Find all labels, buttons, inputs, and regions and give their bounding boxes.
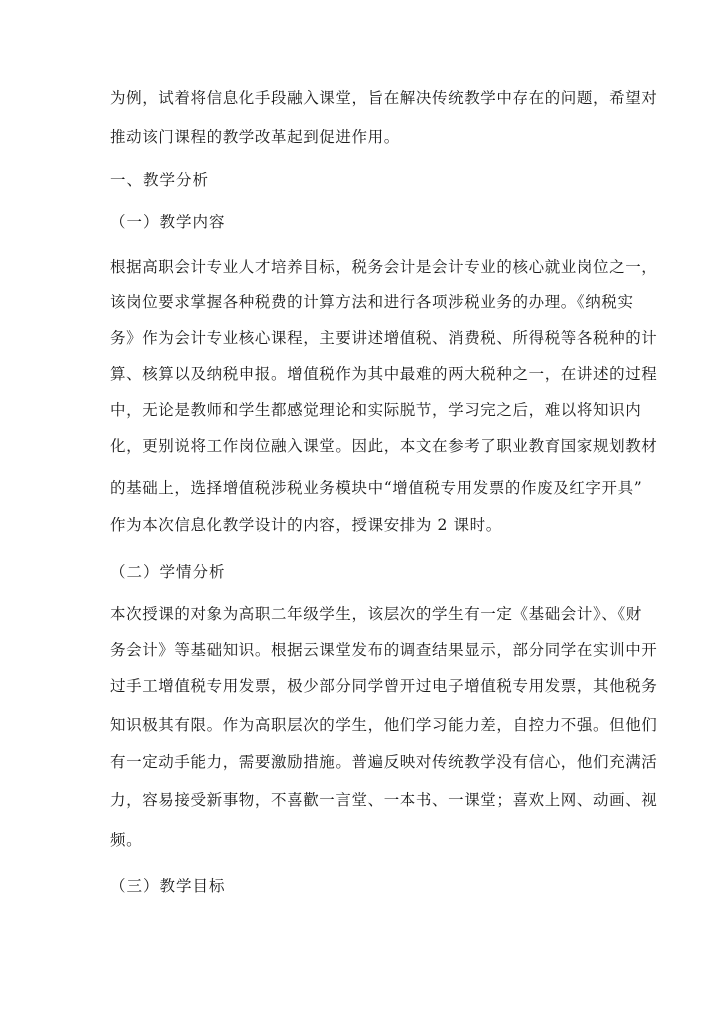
- paragraph-line: 过手工增值税专用发票，极少部分同学曾开过电子增值税专用发票，其他税务: [110, 677, 658, 695]
- paragraph-line: 频。: [110, 831, 143, 849]
- paragraph-line: 的基础上，选择增值税涉税业务模块中“增值税专用发票的作废及红字开具”: [110, 479, 643, 497]
- intro-line-1: 为例，试着将信息化手段融入课堂，旨在解决传统教学中存在的问题，希望对: [110, 89, 658, 107]
- paragraph-line: 中，无论是教师和学生都感觉理论和实际脱节，学习完之后，难以将知识内: [110, 401, 642, 419]
- section-title: 一、教学分析: [110, 171, 210, 189]
- paragraph-line: 作为本次信息化教学设计的内容，授课安排为 2 课时。: [110, 516, 502, 534]
- paragraph-line: 算、核算以及纳税申报。增值税作为其中最难的两大税种之一，在讲述的过程: [110, 365, 658, 383]
- subsection-title-objectives: （三）教学目标: [110, 877, 226, 895]
- paragraph-line: 化，更别说将工作岗位融入课堂。因此，本文在参考了职业教育国家规划教材: [110, 437, 658, 455]
- paragraph-line: 力，容易接受新事物，不喜歡一言堂、一本书、一课堂；喜欢上网、动画、视: [110, 791, 658, 809]
- subsection-title-content: （一）教学内容: [110, 213, 226, 231]
- paragraph-line: 本次授课的对象为高职二年级学生，该层次的学生有一定《基础会计》、《财: [110, 605, 642, 623]
- paragraph-line: 务》作为会计专业核心课程，主要讲述增值税、消费税、所得税等各税种的计: [110, 329, 658, 347]
- paragraph-line: 该岗位要求掌握各种税费的计算方法和进行各项涉税业务的办理。《纳税实: [110, 293, 634, 311]
- paragraph-line: 有一定动手能力，需要激励措施。普遍反映对传统教学没有信心，他们充满活: [110, 753, 658, 771]
- paragraph-line: 知识极其有限。作为高职层次的学生，他们学习能力差，自控力不强。但他们: [110, 716, 658, 734]
- paragraph-line: 根据高职会计专业人才培养目标，税务会计是会计专业的核心就业岗位之一，: [110, 258, 658, 276]
- subsection-title-students: （二）学情分析: [110, 563, 226, 581]
- paragraph-line: 务会计》等基础知识。根据云课堂发布的调查结果显示，部分同学在实训中开: [110, 641, 658, 659]
- intro-line-2: 推动该门课程的教学改革起到促进作用。: [110, 128, 400, 146]
